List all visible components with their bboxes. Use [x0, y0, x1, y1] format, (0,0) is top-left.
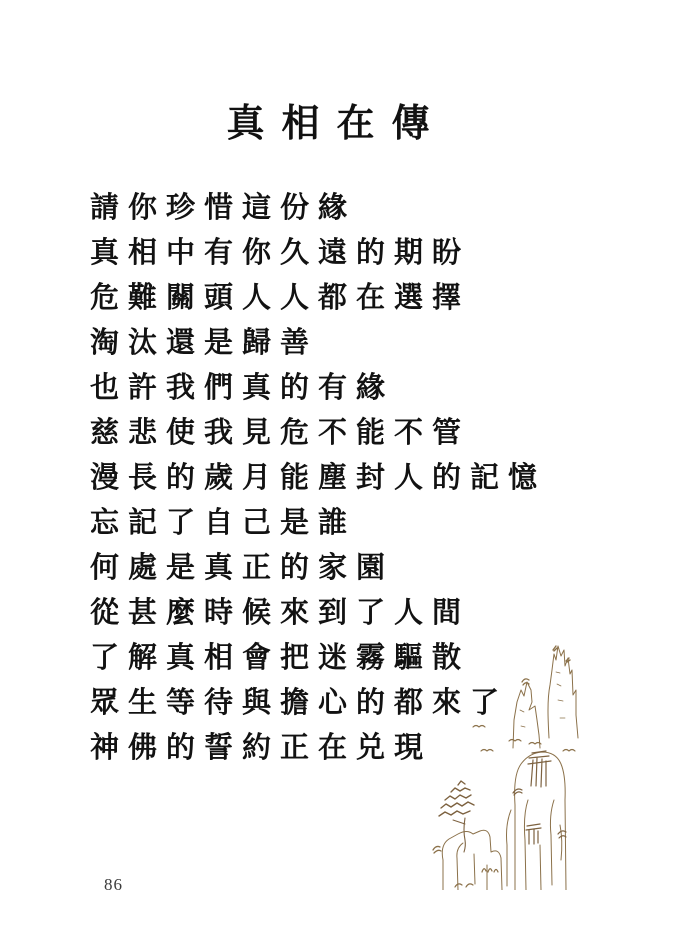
- page-title: 真相在傳: [226, 103, 447, 145]
- poem-line: 慈悲使我見危不能不管: [90, 417, 471, 449]
- poem-line: 了解真相會把迷霧驅散: [90, 642, 471, 674]
- poem-line: 真相中有你久遠的期盼: [90, 237, 471, 269]
- mountain-peak-small: [513, 679, 540, 748]
- poem-line: 從甚麼時候來到了人間: [90, 597, 471, 629]
- birds-icon: [473, 726, 575, 752]
- poem-line: 請你珍惜這份緣: [90, 192, 357, 224]
- poem-line: 忘記了自己是誰: [90, 507, 357, 539]
- mountain-peak-tall: [548, 646, 578, 738]
- mountain-landscape-illustration: [425, 640, 595, 890]
- pine-tree-icon: [439, 781, 474, 852]
- foreground-rocks: [433, 830, 502, 890]
- poem-line: 危難關頭人人都在選擇: [90, 282, 471, 314]
- illustration-strokes: [433, 646, 578, 890]
- poem-line: 漫長的歲月能塵封人的記憶: [90, 462, 547, 494]
- poem-line: 何處是真正的家園: [90, 552, 395, 584]
- poem-line: 也許我們真的有緣: [90, 372, 395, 404]
- page-number: 86: [104, 875, 123, 894]
- poem-line: 淘汰還是歸善: [90, 327, 319, 359]
- poem-line: 眾生等待與擔心的都來了: [90, 687, 509, 719]
- tree-cluster-icon: [513, 751, 566, 844]
- poem-line: 神佛的誓約正在兑現: [90, 732, 433, 764]
